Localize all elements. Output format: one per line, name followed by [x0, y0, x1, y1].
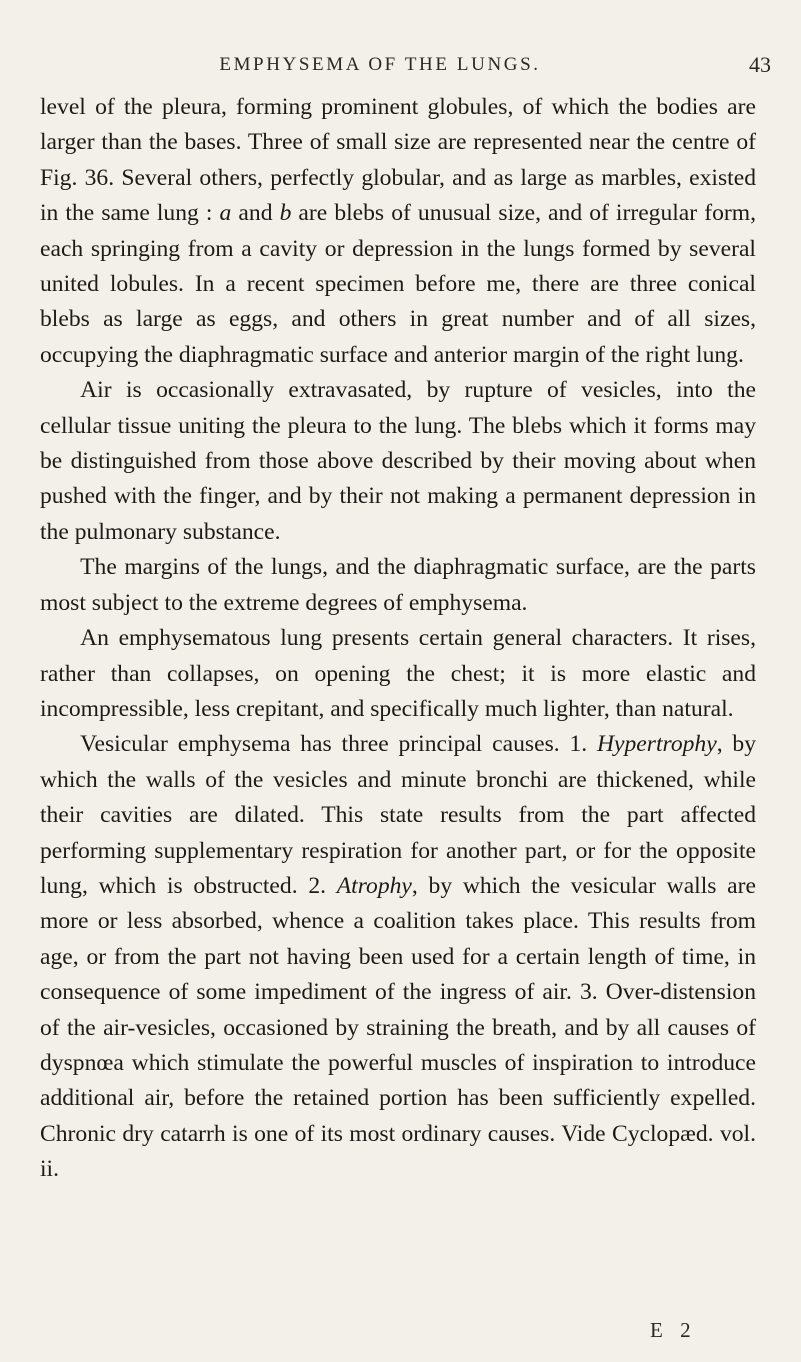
- paragraph-text-segment: , by which the vesicular walls are more or less absorbed, whence a coalition takes place. This results from age, or from the part not having been used for a certain length of time, in consequence of some impediment of the ingress of air. 3. Over-distension of the air-vesicles, occasioned by straining the breath, and by all causes of dyspnœa which stimulate the powerful muscles of inspiration to introduce additional air, before the retained portion has been sufficiently expelled. Chronic dry catarrh is one of its most ordinary causes. Vide Cyclopæd. vol. ii.: [40, 872, 756, 1183]
- body-text: [40, 90, 756, 1188]
- figure-letter-a: a: [219, 200, 232, 227]
- paragraph-general-characters: An emphysematous lung presents certain general characters. It rises, rather than collapses, on opening the chest; it is more elastic and incompressible, less crepitant, and specifically much lighter, than natural.: [40, 625, 756, 722]
- signature-mark: E 2: [650, 1318, 697, 1342]
- paragraph-text-segment: and: [231, 200, 280, 227]
- term-hypertrophy: Hypertrophy: [597, 731, 717, 758]
- paragraph-text-segment: Vesicular emphysema has three principal causes. 1.: [80, 731, 597, 758]
- paragraph-margins: The margins of the lungs, and the diaphragmatic surface, are the parts most subject to the extreme degrees of emphysema.: [40, 554, 756, 616]
- page-number: 43: [749, 52, 771, 77]
- paragraph-text-segment: are blebs of unusual size, and of irregular form, each springing from a cavity or depression in the lungs formed by several united lobules. In a recent specimen before me, there are three conical blebs as large as eggs, and others in great number and of all sizes, occupying the diaphragmatic surface and anterior margin of the right lung.: [40, 200, 756, 368]
- figure-letter-b: b: [279, 200, 292, 227]
- paragraph-causes: [40, 727, 756, 1187]
- paragraph-text-segment: , by which the walls of the vesicles and minute bronchi are thickened, while their cavities are dilated. This state results from the part affected performing supplementary respiration for another part, or for the opposite lung, which is obstructed. 2.: [40, 731, 757, 899]
- paragraph-extravasation: Air is occasionally extravasated, by rupture of vesicles, into the cellular tissue uniting the pleura to the lung. The blebs which it forms may be distinguished from those above described by their moving about when pushed with the finger, and by their not making a permanent depression in the pulmonary substance.: [40, 377, 756, 545]
- term-atrophy: Atrophy: [336, 872, 412, 899]
- paragraph-text-segment: level of the pleura, forming prominent globules, of which the bodies are larger than the bases. Three of small size are represented near the centre of Fig. 36. Several others, perfectly globular, and as large as marbles, existed in the same lung :: [40, 94, 756, 227]
- paragraph-blebs-description: [40, 90, 756, 373]
- running-head: EMPHYSEMA OF THE LUNGS.: [219, 54, 541, 75]
